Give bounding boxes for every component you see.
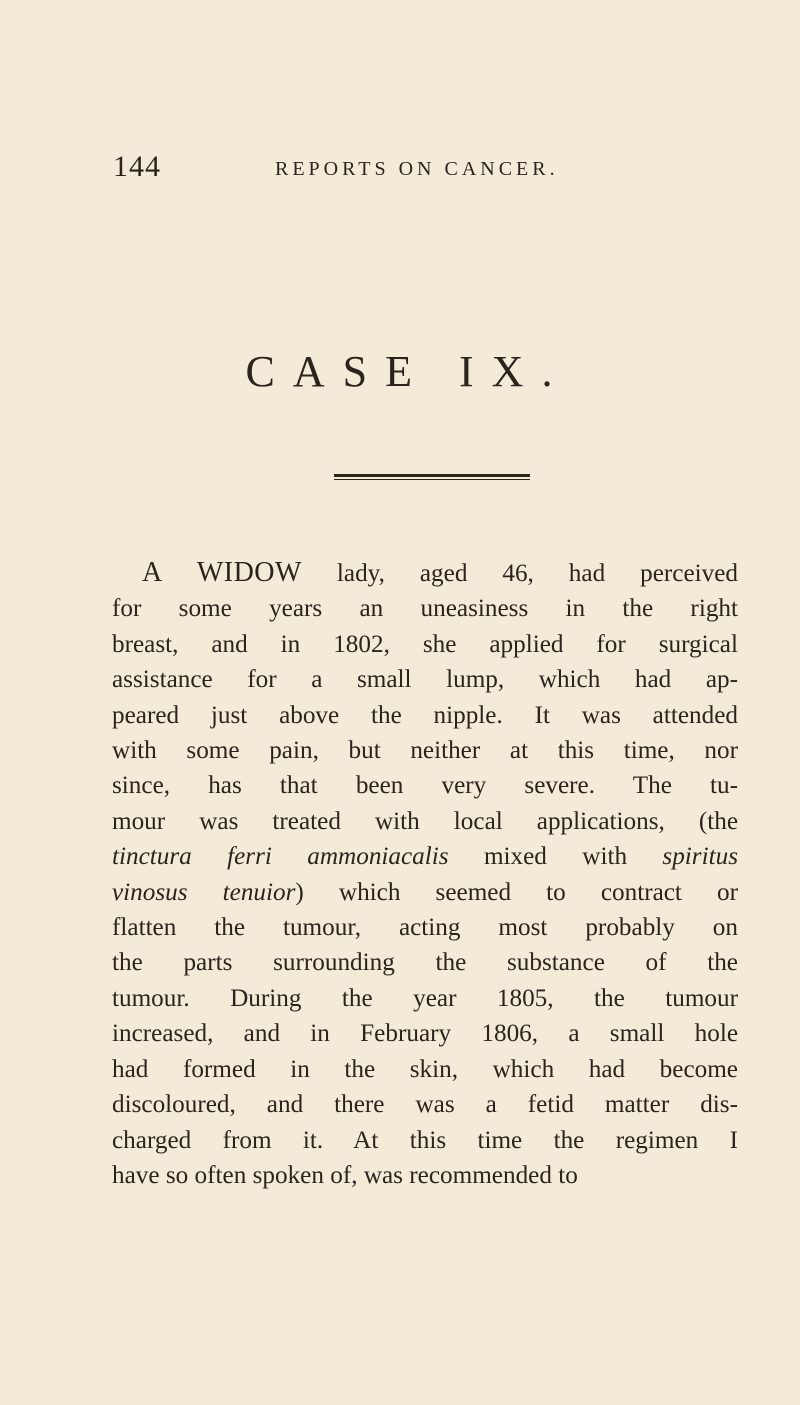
running-title: REPORTS ON CANCER. [275, 158, 559, 180]
text-line [112, 981, 738, 1016]
text-line [112, 768, 738, 803]
title-rule-thin [334, 479, 530, 480]
text-line [112, 1123, 738, 1158]
text-line [112, 1052, 738, 1087]
text-segment: assistance for a small lump, which had ap- [112, 666, 738, 694]
text-segment: have so often spoken of, was recommended to [112, 1161, 578, 1189]
text-segment: breast, and in 1802, she applied for surgical [112, 630, 738, 658]
text-line [112, 555, 738, 591]
text-segment: mour was treated with local applications, (the [112, 807, 738, 835]
text-segment: with some pain, but neither at this time, nor [112, 737, 738, 765]
text-segment: lady, aged 46, had perceived [301, 560, 738, 587]
text-segment: tumour. During the year 1805, the tumour [112, 984, 738, 1012]
text-segment: increased, and in February 1806, a small hole [112, 1020, 738, 1048]
text-line [112, 733, 738, 768]
text-segment: charged from it. At this time the regimen I [112, 1126, 738, 1154]
text-segment: flatten the tumour, acting most probably on [112, 914, 738, 942]
text-segment: A WIDOW [142, 557, 302, 588]
text-segment: had formed in the skin, which had become [112, 1055, 738, 1083]
text-line [112, 945, 738, 980]
text-line [112, 1016, 738, 1051]
text-line [112, 1158, 738, 1193]
text-line [112, 875, 738, 910]
text-segment: ) which seemed to contract or [295, 878, 739, 906]
text-segment: for some years an uneasiness in the right [112, 595, 738, 623]
text-line [112, 698, 738, 733]
text-line [112, 627, 738, 662]
text-line [112, 910, 738, 945]
text-line [112, 804, 738, 839]
running-head [113, 150, 733, 190]
text-segment: the parts surrounding the substance of the [112, 949, 738, 977]
text-line [112, 662, 738, 697]
text-segment: peared just above the nipple. It was attended [112, 701, 738, 729]
case-title: CASE IX. [245, 347, 571, 396]
text-line [112, 1087, 738, 1122]
italic-text: tinctura ferri ammoniacalis [112, 843, 449, 871]
italic-text: vinosus tenuior [112, 878, 296, 906]
body-paragraph [112, 555, 738, 1193]
text-segment: since, has that been very severe. The tu- [112, 772, 738, 800]
text-segment: mixed with [448, 843, 663, 871]
text-segment: discoloured, and there was a fetid matter dis- [112, 1091, 738, 1119]
title-rule [334, 474, 530, 477]
italic-text: spiritus [662, 843, 738, 871]
text-line [112, 591, 738, 626]
page-number: 144 [113, 150, 161, 183]
text-line [112, 839, 738, 874]
